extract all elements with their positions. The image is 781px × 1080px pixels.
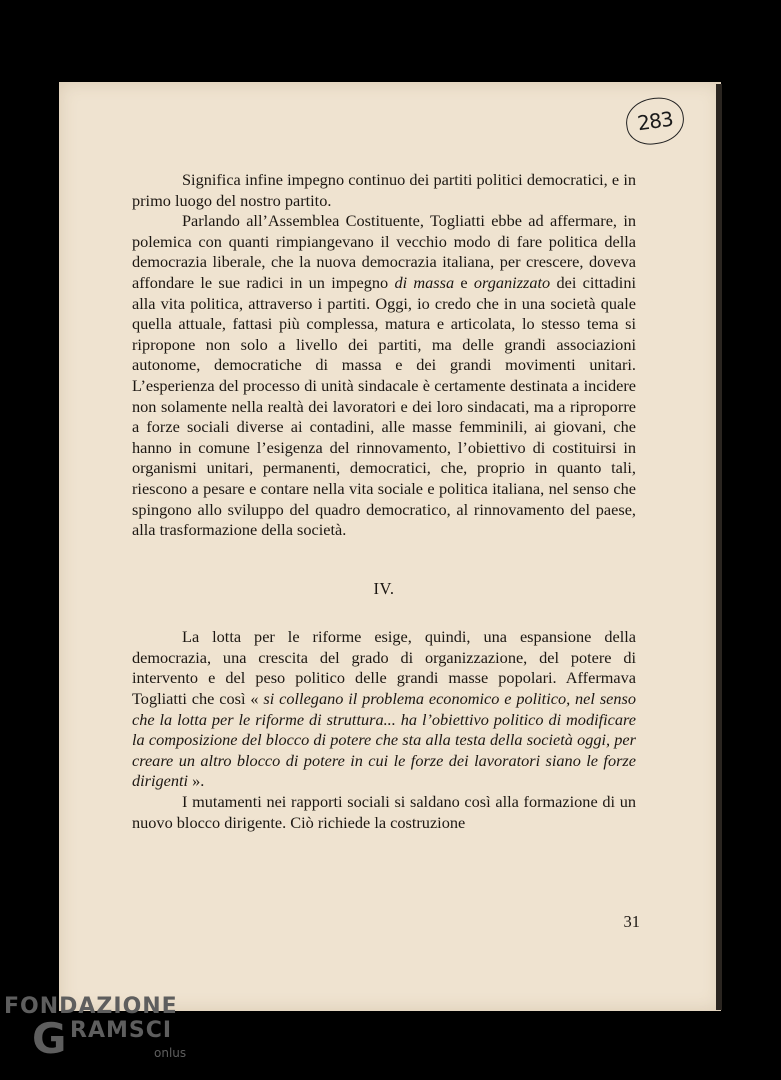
italic-text: organizzato	[473, 272, 551, 292]
paragraph	[132, 211, 636, 541]
paragraph	[132, 627, 636, 792]
text-segment: ».	[188, 771, 205, 791]
logo-line2: RAMSCI	[70, 1018, 173, 1043]
logo-onlus: onlus	[154, 1046, 187, 1060]
italic-text: di massa	[394, 272, 455, 292]
page-edge	[716, 84, 722, 1010]
logo-line1: FONDAZIONE	[4, 994, 178, 1019]
text-segment: IV.	[373, 578, 395, 598]
body-text	[132, 170, 636, 833]
paragraph	[132, 170, 636, 211]
text-segment: Parlando all’Assemblea Costituente, Togliatti ebbe ad affermare, in polemica con quanti rimpiangevano il vecchio modo di fare politica della democrazia liberale, che la nuova democrazia italiana, per crescere, doveva affondare le sue radici in un impegno	[132, 211, 636, 292]
section-heading	[132, 579, 636, 600]
text-segment: dei cittadini alla vita politica, attraverso i partiti. Oggi, io credo che in una società quale quella attuale, fattasi più complessa, matura e articolata, lo stesso tema si ripropone non solo a livello dei partiti, ma delle grandi associazioni autonome, democratiche di massa e dei grandi movimenti unitari. L’esperienza del processo di unità sindacale è certamente destinata a incidere non solamente nella realtà dei lavoratori e dei loro sindacati, ma a riproporre a forze sociali diverse ai contadini, alle masse femminili, ai giovani, che hanno in comune l’esigenza del rinnovamento, l’obiettivo di costituirsi in organismi unitari, permanenti, democratici, che, proprio in quanto tali, riescono a pesare e contare nella vita sociale e politica italiana, nel senso che spingono allo sviluppo del quadro democratico, al rinnovamento del paese, alla trasformazione della società.	[132, 272, 636, 540]
text-segment: La lotta per le riforme esige, quindi, una espansione della democrazia, una crescita del grado di organizzazione, del potere di intervento e del peso politico delle grandi masse popolari. Affermava Togliatti che così «	[132, 627, 636, 709]
paragraph	[132, 792, 636, 833]
text-segment: e	[454, 272, 474, 292]
fondazione-gramsci-logo	[4, 994, 204, 1074]
page-number: 31	[623, 912, 640, 931]
archive-number: 283	[635, 106, 675, 136]
text-segment: Significa infine impegno continuo dei partiti politici democratici, e in primo luogo del nostro partito.	[132, 170, 636, 210]
italic-text: si collegano il problema economico e politico, nel senso che la lotta per le riforme di struttura... ha l’obiettivo politico di modificare la composizione del blocco di potere che sta alla testa della società oggi, per creare un altro blocco di potere in cui le forze dei lavoratori siano le forze dirigenti	[132, 689, 636, 791]
logo-g: G	[32, 1014, 67, 1063]
text-segment: I mutamenti nei rapporti sociali si saldano così alla formazione di un nuovo blocco dirigente. Ciò richiede la costruzione	[132, 792, 636, 832]
